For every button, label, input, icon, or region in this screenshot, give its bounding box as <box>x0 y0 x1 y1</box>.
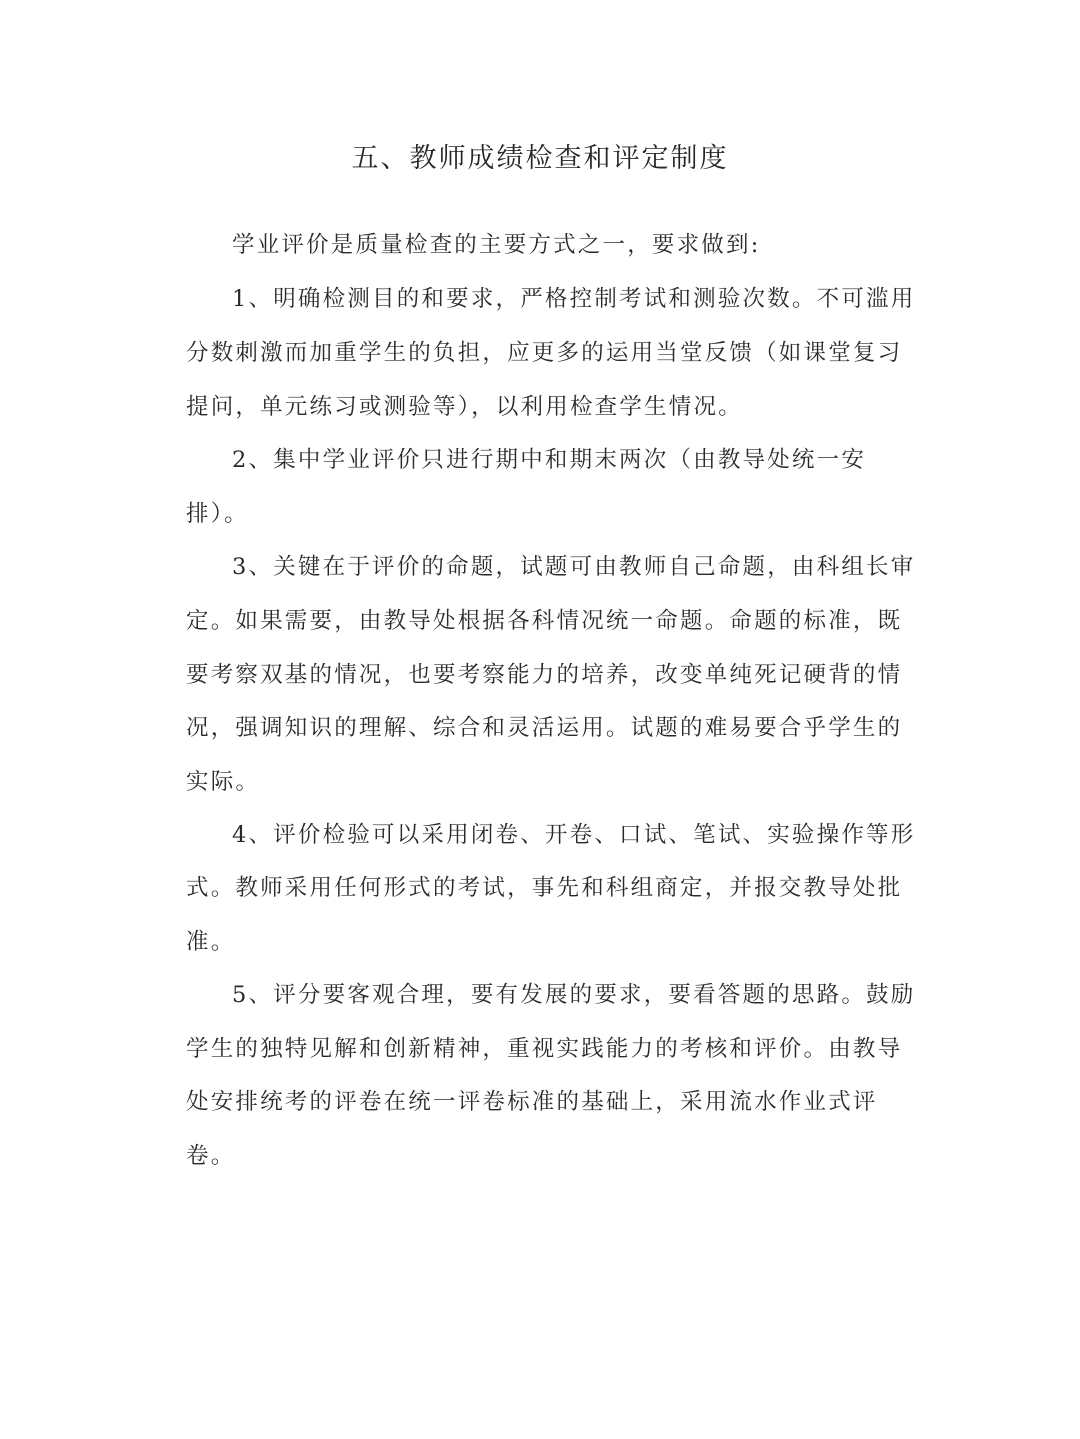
item-5-line-2: 学生的独特见解和创新精神，重视实践能力的考核和评价。由教导 <box>186 1036 903 1062</box>
item-4-line-1: 4、评价检验可以采用闭卷、开卷、口试、笔试、实验操作等形 <box>232 822 916 848</box>
item-4-line-2: 式。教师采用任何形式的考试，事先和科组商定，并报交教导处批 <box>186 875 903 901</box>
document-title: 五、教师成绩检查和评定制度 <box>351 143 729 174</box>
item-3-line-2: 定。如果需要，由教导处根据各科情况统一命题。命题的标准，既 <box>186 608 903 634</box>
item-3-line-1: 3、关键在于评价的命题，试题可由教师自己命题，由科组长审 <box>232 554 916 580</box>
item-3-line-4: 况，强调知识的理解、综合和灵活运用。试题的难易要合乎学生的 <box>186 715 903 741</box>
intro-line: 学业评价是质量检查的主要方式之一，要求做到: <box>232 232 761 258</box>
item-5-line-4: 卷。 <box>186 1143 236 1169</box>
item-2-line-2: 排）。 <box>186 501 249 527</box>
item-1-line-1: 1、明确检测目的和要求，严格控制考试和测验次数。不可滥用 <box>232 286 916 312</box>
item-4-line-3: 准。 <box>186 929 236 955</box>
item-5-line-3: 处安排统考的评卷在统一评卷标准的基础上，采用流水作业式评 <box>186 1089 878 1115</box>
item-5-line-1: 5、评分要客观合理，要有发展的要求，要看答题的思路。鼓励 <box>232 982 916 1008</box>
item-3-line-3: 要考察双基的情况，也要考察能力的培养，改变单纯死记硬背的情 <box>186 662 903 688</box>
item-2-line-1: 2、集中学业评价只进行期中和期末两次（由教导处统一安 <box>232 447 867 473</box>
item-3-line-5: 实际。 <box>186 769 261 795</box>
item-1-line-2: 分数刺激而加重学生的负担，应更多的运用当堂反馈（如课堂复习 <box>186 340 903 366</box>
item-1-line-3: 提问，单元练习或测验等），以利用检查学生情况。 <box>186 394 743 420</box>
